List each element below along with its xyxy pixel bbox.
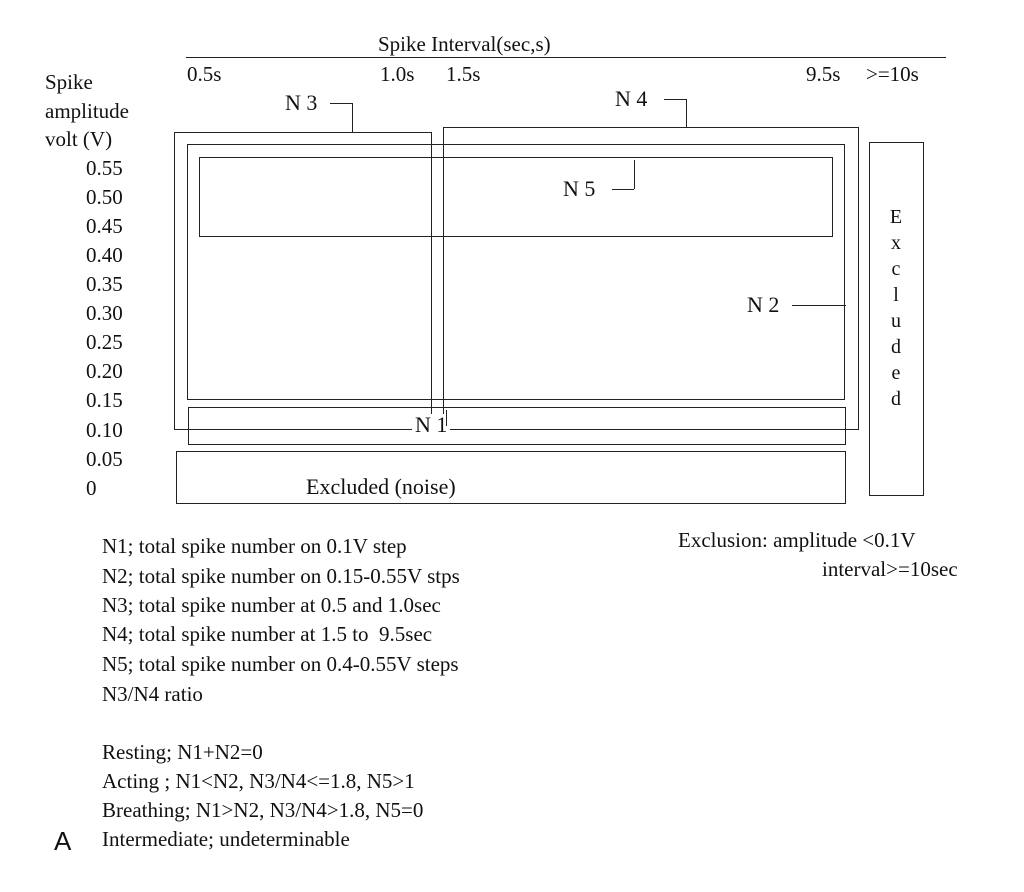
x-axis-title: Spike Interval(sec,s) (378, 32, 551, 56)
excluded-noise-label: Excluded (noise) (306, 474, 456, 499)
y-tick: 0.55 (86, 156, 123, 180)
excluded-right-letter: d (891, 388, 901, 410)
x-axis-header-rule (186, 57, 946, 58)
state-intermediate: Intermediate; undeterminable (102, 827, 350, 851)
y-axis-title-line1: Spike (45, 70, 93, 94)
y-tick: 0 (86, 476, 97, 500)
y-axis-title-line2: amplitude (45, 99, 129, 123)
panel-label: A (54, 826, 72, 856)
x-tick-1-5s: 1.5s (446, 62, 481, 86)
region-n2-label: N 2 (744, 294, 782, 316)
n5-leader-v (634, 160, 635, 189)
exclusion-line1: Exclusion: amplitude <0.1V (678, 528, 916, 552)
state-breathing: Breathing; N1>N2, N3/N4>1.8, N5=0 (102, 798, 424, 822)
y-tick: 0.20 (86, 359, 123, 383)
y-axis-title-line3: volt (V) (45, 127, 113, 151)
exclusion-line2: interval>=10sec (822, 557, 958, 581)
excluded-right-letter: x (891, 232, 901, 254)
excluded-right-letter: e (891, 362, 901, 384)
region-excluded-noise-box (176, 451, 846, 504)
n1-leader-v (446, 410, 447, 426)
definition-n3: N3; total spike number at 0.5 and 1.0sec (102, 593, 441, 617)
definition-n4: N4; total spike number at 1.5 to 9.5sec (102, 622, 433, 646)
y-tick: 0.45 (86, 214, 123, 238)
y-tick: 0.10 (86, 418, 123, 442)
excluded-right-letter: d (891, 336, 901, 358)
y-tick: 0.25 (86, 330, 123, 354)
region-n4-label: N 4 (615, 86, 648, 111)
y-tick: 0.35 (86, 272, 123, 296)
y-tick: 0.30 (86, 301, 123, 325)
excluded-right-letter: u (891, 310, 901, 332)
n3-leader-h (330, 103, 352, 104)
x-tick-9-5s: 9.5s (806, 62, 841, 86)
region-n5-label: N 5 (563, 176, 596, 201)
excluded-right-letter: l (893, 284, 899, 306)
x-tick-10s: >=10s (866, 62, 919, 86)
n4-leader-h (664, 99, 686, 100)
excluded-right-label (870, 204, 922, 412)
state-resting: Resting; N1+N2=0 (102, 740, 263, 764)
region-n1-box (188, 407, 846, 445)
y-tick: 0.40 (86, 243, 123, 267)
definition-ratio: N3/N4 ratio (102, 682, 203, 706)
x-tick-0-5s: 0.5s (187, 62, 222, 86)
region-n3-label: N 3 (285, 90, 318, 115)
region-n1-label: N 1 (412, 414, 450, 436)
state-acting: Acting ; N1<N2, N3/N4<=1.8, N5>1 (102, 769, 415, 793)
n2-leader-h (792, 305, 846, 306)
excluded-right-letter: c (891, 258, 901, 280)
y-tick: 0.05 (86, 447, 123, 471)
n5-leader-h (612, 189, 634, 190)
n4-leader-v (686, 99, 687, 128)
y-tick: 0.15 (86, 388, 123, 412)
definition-n5: N5; total spike number on 0.4-0.55V steps (102, 652, 459, 676)
excluded-right-letter: E (889, 206, 903, 228)
definition-n2: N2; total spike number on 0.15-0.55V stps (102, 564, 460, 588)
definition-n1: N1; total spike number on 0.1V step (102, 534, 407, 558)
x-tick-1-0s: 1.0s (380, 62, 415, 86)
n3-leader-v (352, 103, 353, 133)
y-tick: 0.50 (86, 185, 123, 209)
region-n5-box (199, 157, 833, 237)
